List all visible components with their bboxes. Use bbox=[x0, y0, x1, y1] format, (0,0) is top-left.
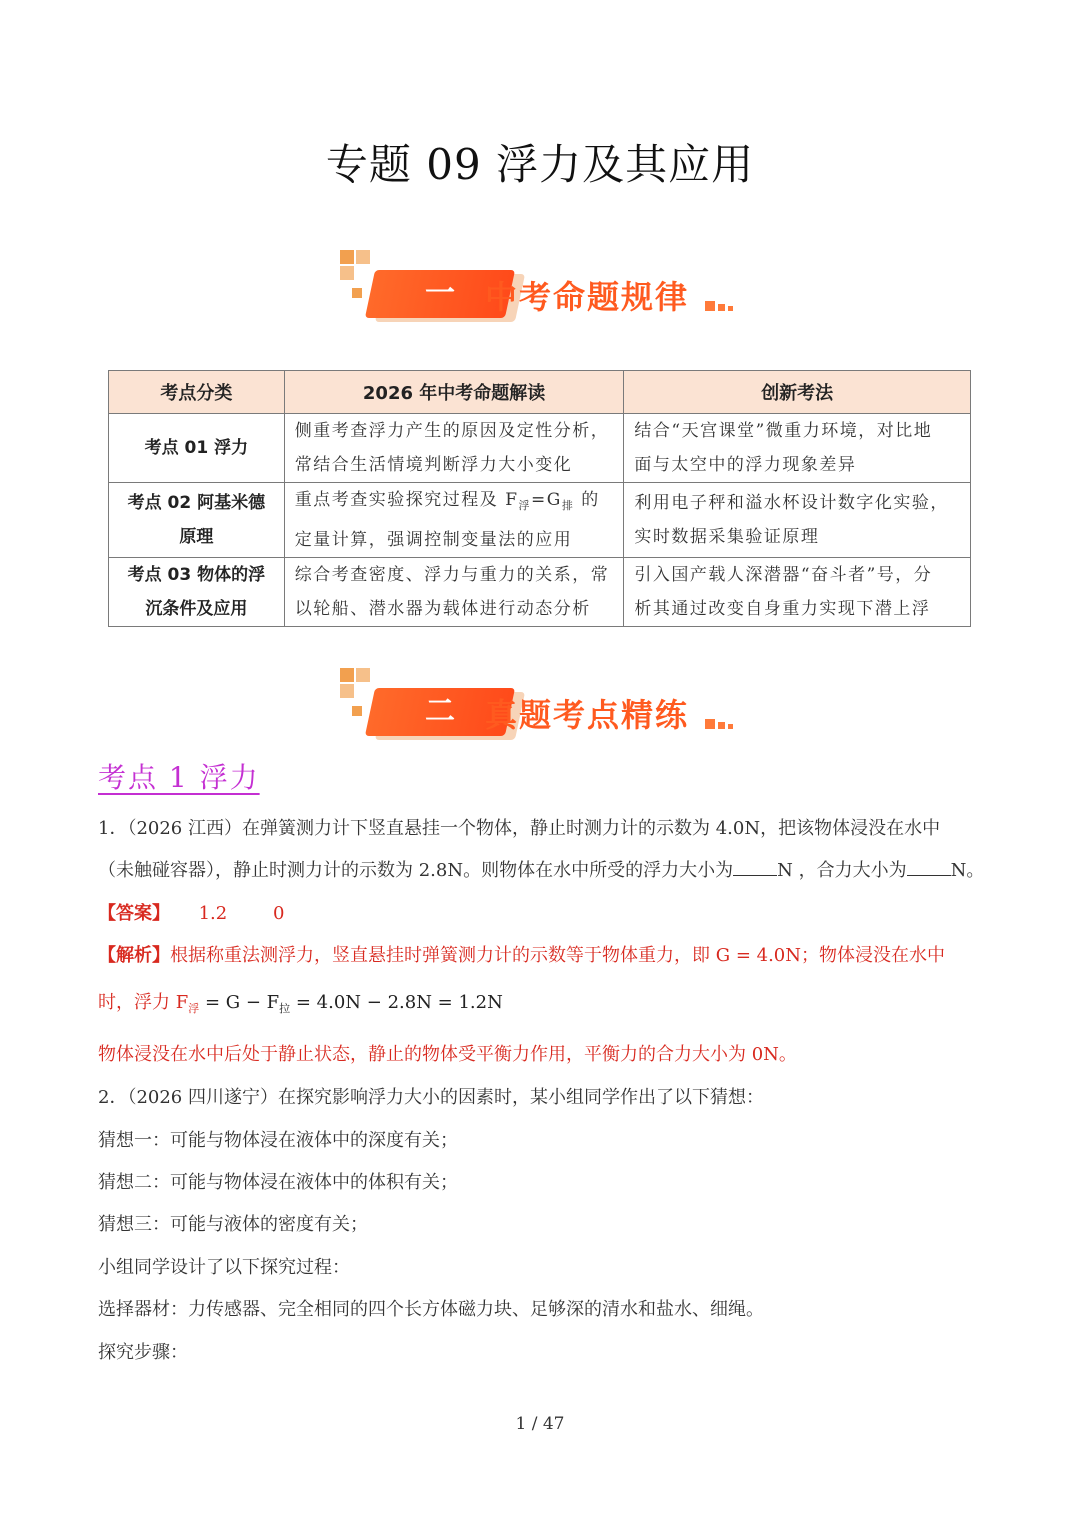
table-row bbox=[109, 558, 971, 627]
q2-text-line: 探究步骤： bbox=[98, 1342, 188, 1363]
q1-analysis-formula: 时，浮力 $F_浮 = G - F_拉 = 4.0N - 2.8N = 1.2N$ bbox=[98, 992, 503, 1015]
table-cell: 结合“天宫课堂”微重力环境，对比地 面与太空中的浮力现象差异 bbox=[624, 414, 971, 483]
table-row bbox=[109, 414, 971, 483]
q2-text-line: 2．（2026 四川遂宁）在探究影响浮力大小的因素时，某小组同学作出了以下猜想： bbox=[98, 1087, 764, 1108]
q1-text-line: （未触碰容器），静止时测力计的示数为 2.8N。则物体在水中所受的浮力大小为 N ，合力大小为 N。 bbox=[98, 860, 985, 881]
q1-analysis-line: 物体浸没在水中后处于静止状态，静止的物体受平衡力作用，平衡力的合力大小为 0N。 bbox=[98, 1044, 797, 1065]
banner-numeral: 二 bbox=[425, 694, 455, 729]
page-title: 专题 09 浮力及其应用 bbox=[325, 140, 755, 189]
banner-label: 真题考点精练 bbox=[485, 696, 690, 734]
kaodian-heading: 考点 1 浮力 bbox=[98, 761, 260, 794]
q2-guess: 猜想二：可能与物体浸在液体中的体积有关； bbox=[98, 1172, 458, 1193]
q1-analysis-line: 【解析】根据称重法测浮力，竖直悬挂时弹簧测力计的示数等于物体重力，即 G = 4.0N；物体浸没在水中 bbox=[98, 945, 945, 966]
table-row bbox=[109, 483, 971, 558]
q1-text-line: 1．（2026 江西）在弹簧测力计下竖直悬挂一个物体，静止时测力计的示数为 4.0N，把该物体浸没在水中 bbox=[98, 818, 941, 839]
table-header-row bbox=[109, 371, 971, 414]
q2-guess: 猜想三：可能与液体的密度有关； bbox=[98, 1214, 368, 1235]
banner-label: 中考命题规律 bbox=[485, 278, 690, 316]
section-banner-2 bbox=[340, 668, 760, 748]
answer-blank bbox=[733, 859, 777, 876]
q2-text-line: 小组同学设计了以下探究过程： bbox=[98, 1257, 350, 1278]
exam-analysis-table bbox=[108, 370, 971, 627]
table-header: 创新考法 bbox=[624, 371, 971, 414]
table-cell: 考点 02 阿基米德 原理 bbox=[109, 483, 285, 558]
table-cell: 引入国产载人深潜器“奋斗者”号，分 析其通过改变自身重力实现下潜上浮 bbox=[624, 558, 971, 627]
table-cell: 利用电子秤和溢水杯设计数字化实验， 实时数据采集验证原理 bbox=[624, 483, 971, 558]
table-cell: 考点 01 浮力 bbox=[109, 414, 285, 483]
banner-numeral: 一 bbox=[425, 276, 455, 311]
answer-blank bbox=[907, 859, 951, 876]
table-cell: 重点考查实验探究过程及 $F_浮=G_排$ 的 定量计算，强调控制变量法的应用 bbox=[284, 483, 624, 558]
q2-text-line: 选择器材：力传感器、完全相同的四个长方体磁力块、足够深的清水和盐水、细绳。 bbox=[98, 1299, 764, 1320]
table-header: 2026 年中考命题解读 bbox=[284, 371, 624, 414]
section-banner-1 bbox=[340, 250, 760, 330]
q2-guess: 猜想一：可能与物体浸在液体中的深度有关； bbox=[98, 1130, 458, 1151]
table-cell: 综合考查密度、浮力与重力的关系，常 以轮船、潜水器为载体进行动态分析 bbox=[284, 558, 624, 627]
table-cell: 考点 03 物体的浮 沉条件及应用 bbox=[109, 558, 285, 627]
table-header: 考点分类 bbox=[109, 371, 285, 414]
page-number: 1 / 47 bbox=[515, 1414, 565, 1434]
q1-answer: 【答案】 1.2 0 bbox=[98, 903, 285, 924]
table-cell: 侧重考查浮力产生的原因及定性分析， 常结合生活情境判断浮力大小变化 bbox=[284, 414, 624, 483]
